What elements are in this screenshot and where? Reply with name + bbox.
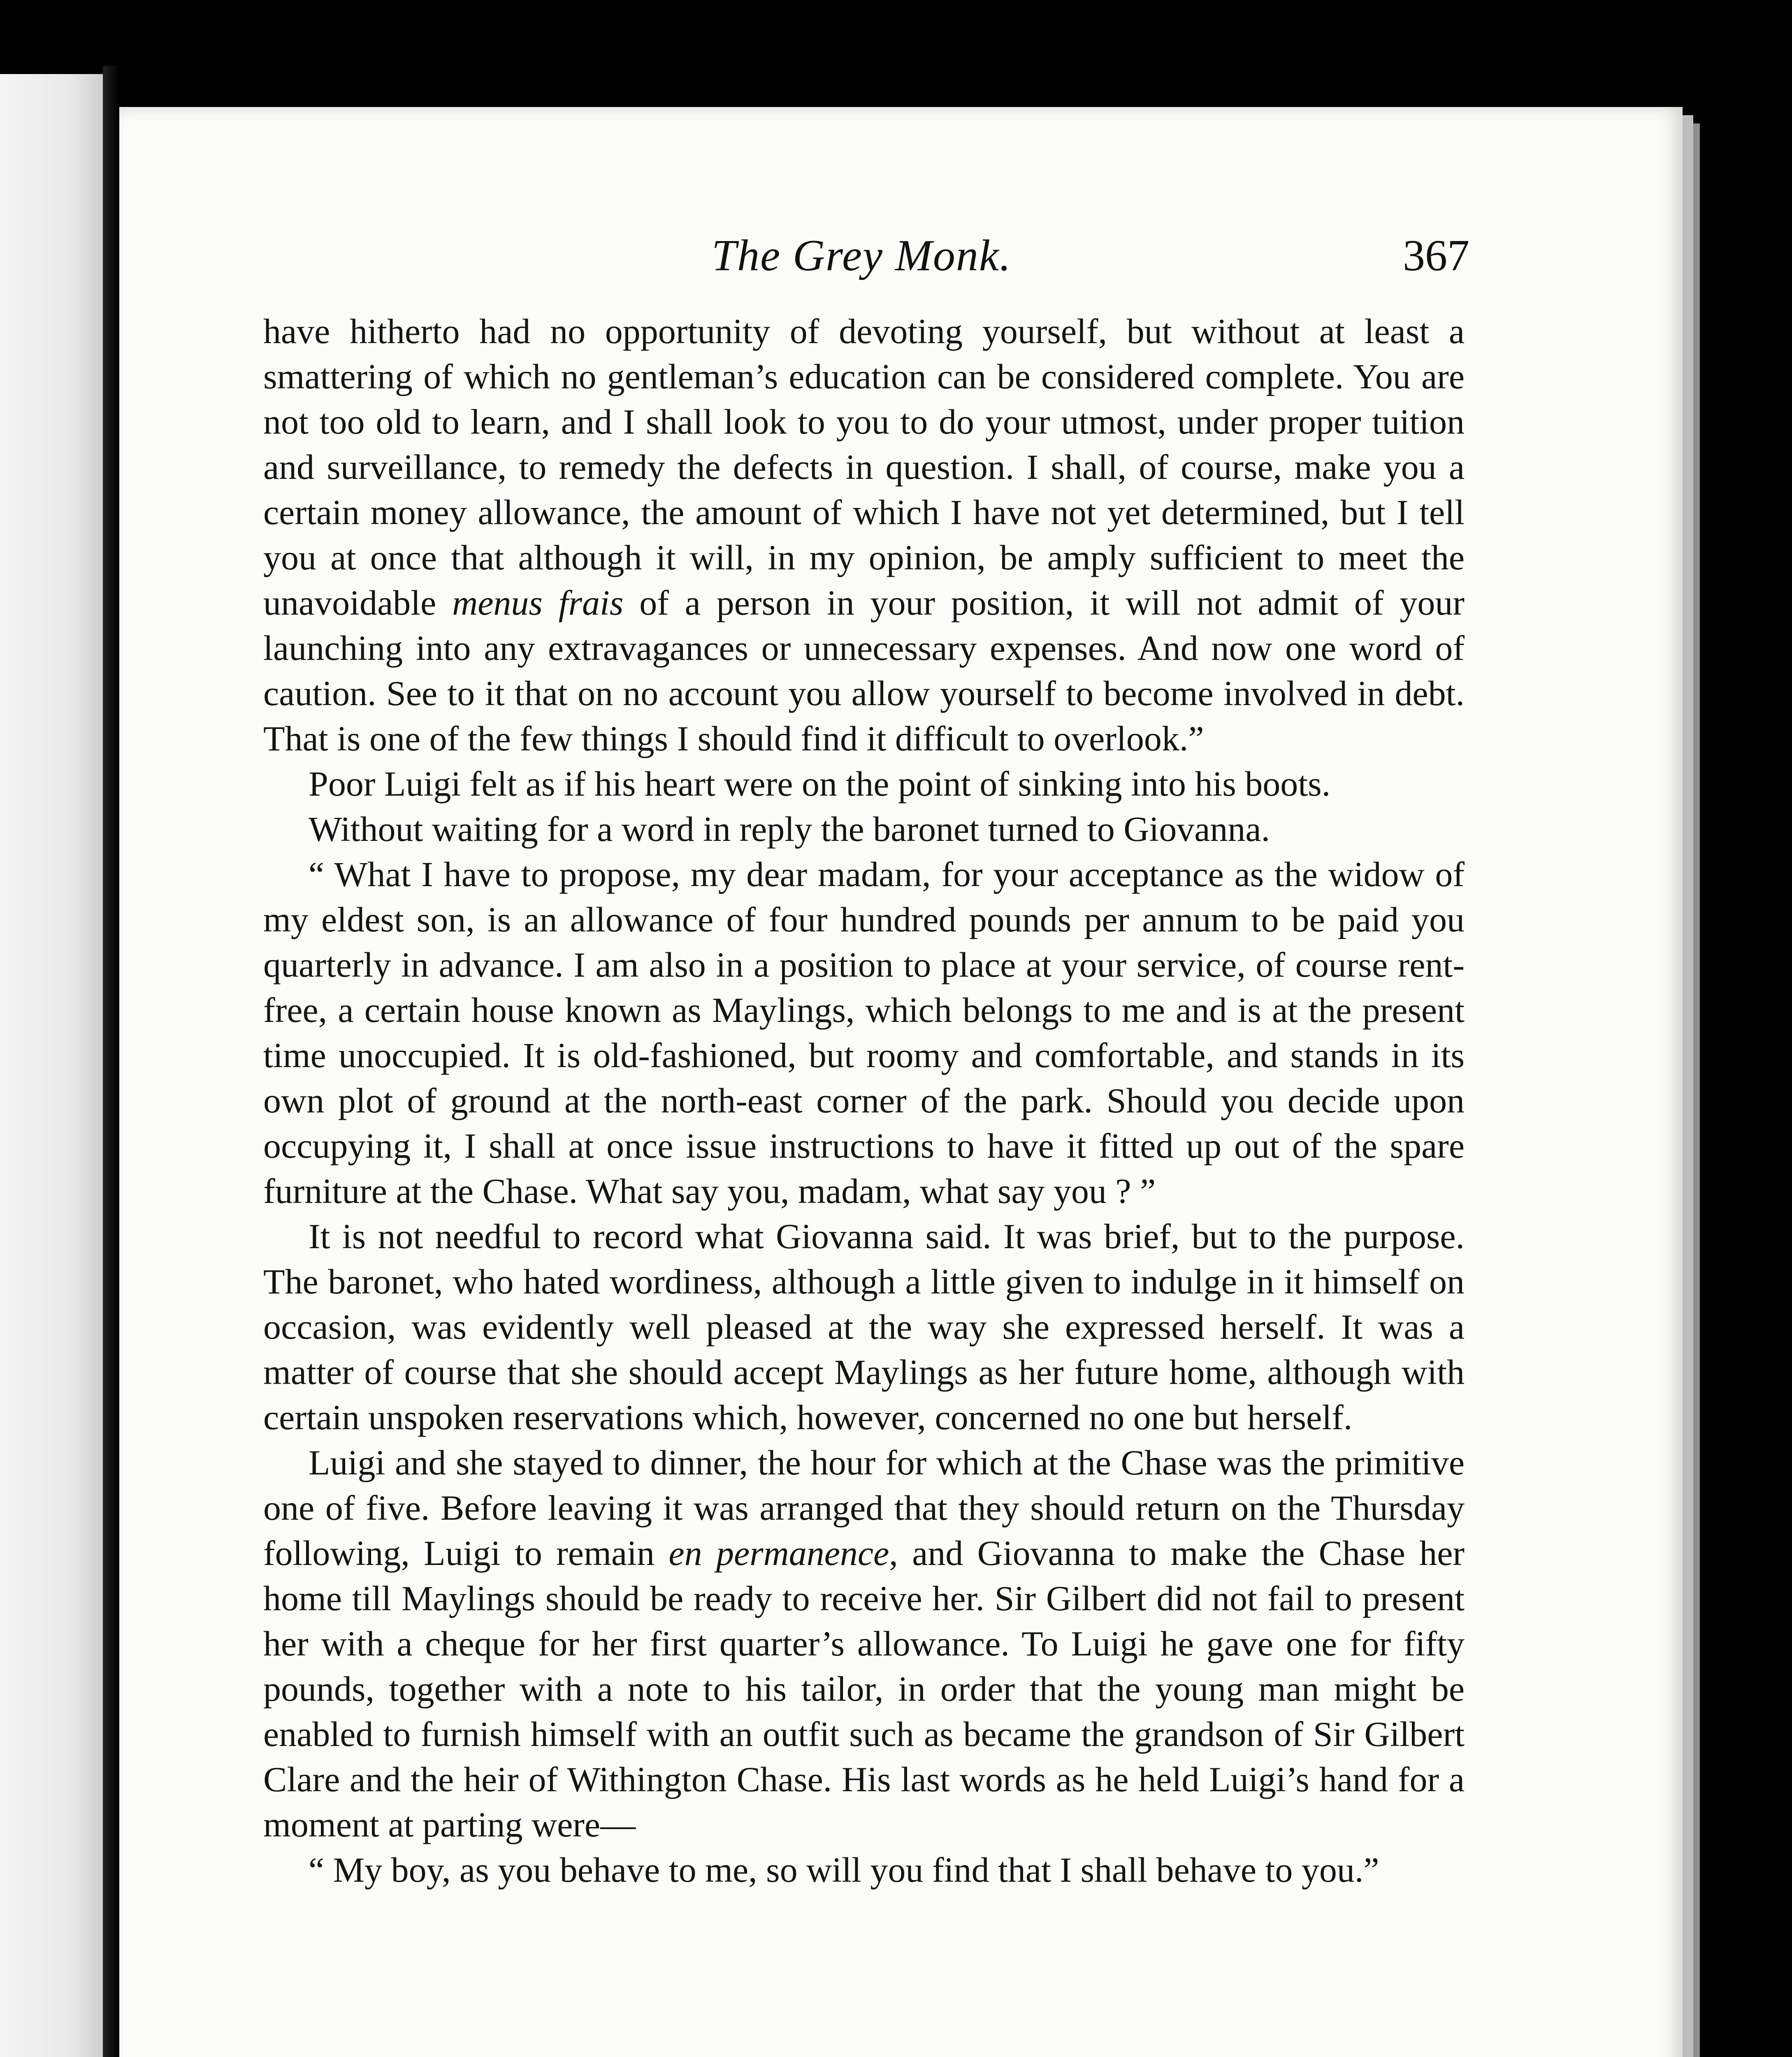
paragraph: “ What I have to propose, my dear madam, for your acceptance as the widow of my eldest son, is an allowance of four hundred pounds per annum to be paid you quarterly in advance. I am also in a position to place at your service, of course rent-free, a certain house known as Maylings, which belongs to me and is at the present time unoccupied. It is old-fashioned, but roomy and comfortable, and stands in its own plot of ground at the north-east corner of the park. Should you decide upon occupying it, I shall at once issue instructions to have it fitted up out of the spare furniture at the Chase. What say you, madam, what say you ? ” (263, 854, 1465, 1211)
paragraph: Without waiting for a word in reply the baronet turned to Giovanna. (309, 809, 1270, 849)
page-stack-edge (1683, 115, 1693, 2057)
paragraph: Poor Luigi felt as if his heart were on the point of sinking into his boots. (309, 764, 1331, 803)
paragraph-continuation: have hitherto had no opportunity of devoting yourself, but without at least a smattering of which no gentleman’s education can be considered complete. You are not too old to learn, and I shall look to you to do your utmost, under proper tuition and surveillance, to remedy the defects in question. I shall, of course, make you a certain money allowance, the amount of which I have not yet determined, but I tell you at once that although it will, in my opinion, be amply sufficient to meet the unavoidable menus frais of a person in your position, it will not admit of your launching into any extravagances or unnecessary expenses. And now one word of caution. See to it that on no account you allow yourself to become involved in debt. That is one of the few things I should find it difficult to overlook.” (263, 311, 1465, 758)
page-stack-edge-inner (1693, 123, 1700, 2057)
paragraph: “ My boy, as you behave to me, so will you find that I shall behave to you.” (309, 1850, 1379, 1890)
facing-page-edge (0, 74, 103, 2057)
italic-phrase: en permanence (669, 1533, 889, 1573)
running-head (119, 230, 1683, 288)
gutter-shadow (103, 66, 119, 2057)
paragraph: It is not needful to record what Giovanna said. It was brief, but to the purpose. The baronet, who hated wordiness, although a little given to indulge in it himself on occasion, was evidently well pleased at the way she expressed herself. It was a matter of course that she should accept Maylings as her future home, although with certain unspoken reservations which, however, concerned no one but herself. (263, 1217, 1465, 1437)
paragraph: Luigi and she stayed to dinner, the hour for which at the Chase was the primitive one of five. Before leaving it was arranged that they should return on the Thursday following, Luigi to remain en permanence, and Giovanna to make the Chase her home till Maylings should be ready to receive her. Sir Gilbert did not fail to present her with a cheque for her first quarter’s allowance. To Luigi he gave one for fifty pounds, together with a note to his tailor, in order that the young man might be enabled to furnish himself with an outfit such as became the grandson of Sir Gilbert Clare and the heir of Withington Chase. His last words as he held Luigi’s hand for a moment at parting were— (263, 1443, 1465, 1844)
book-page (119, 107, 1683, 2057)
page-number: 367 (1403, 231, 1469, 280)
italic-phrase: menus frais (452, 583, 624, 622)
running-title: The Grey Monk. (712, 231, 1012, 280)
body-text (263, 309, 1465, 1892)
